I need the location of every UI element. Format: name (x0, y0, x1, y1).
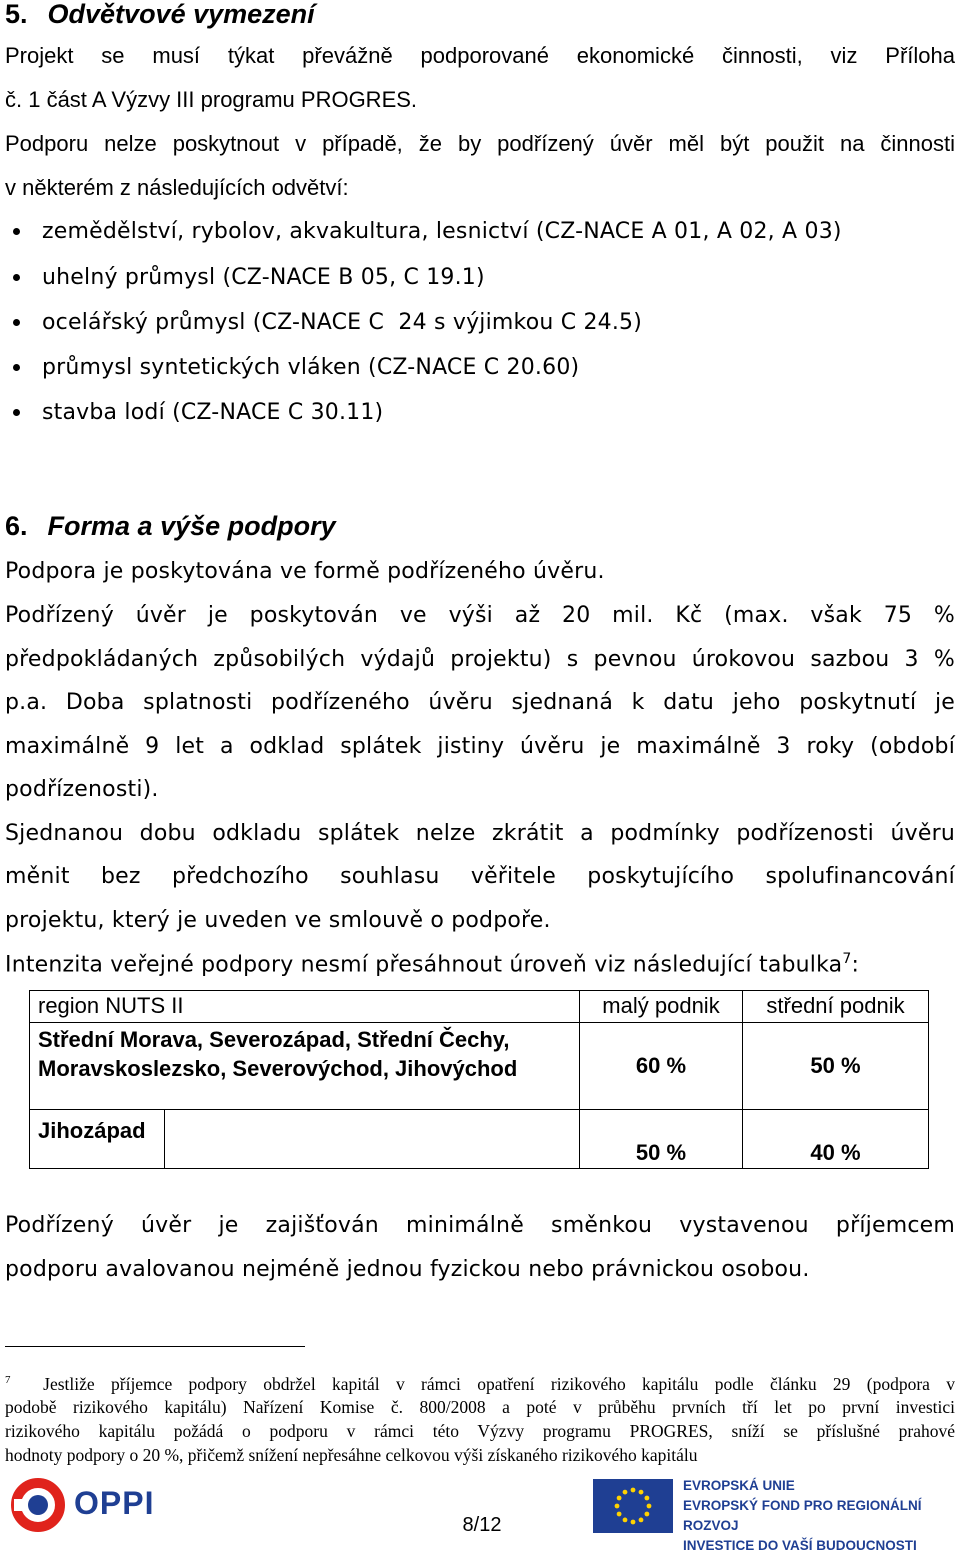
section-6-para2-line5: podřízenosti). (5, 777, 159, 802)
footnote-line: podobě rizikového kapitálu) Nařízení Komise č. 800/2008 a poté v průběhu prvních tří let po první investici (5, 1397, 955, 1418)
section-6-para1: Podpora je poskytována ve formě podřízeného úvěru. (5, 559, 605, 584)
section-6-para2-line2: předpokládaných způsobilých výdajů projektu) s pevnou úrokovou sazbou 3 % (5, 647, 955, 672)
section-6-para2-line1: Podřízený úvěr je poskytován ve výši až 20 mil. Kč (max. však 75 % (5, 603, 955, 628)
section-6-number: 6. (5, 511, 28, 541)
list-item: průmysl syntetických vláken (CZ-NACE C 20.60) (42, 355, 579, 380)
section-5-heading (5, 0, 315, 30)
table-header-row (30, 991, 929, 1023)
section-6-para2-line4: maximálně 9 let a odklad splátek jistiny úvěru je maximálně 3 roky (období (5, 734, 955, 759)
section-6-heading (5, 511, 336, 542)
section-6-title: Forma a výše podpory (47, 511, 336, 541)
bullet-icon (13, 274, 20, 281)
eu-flag (593, 1479, 673, 1533)
list-item: ocelářský průmysl (CZ-NACE C 24 s výjimkou C 24.5) (42, 310, 642, 335)
footnote-line: $^7$ Jestliže příjemce podpory obdržel kapitál v rámci opatření rizikového kapitálu podle článku 29 (podpora v (5, 1373, 956, 1394)
section-6-para3-line2: měnit bez předchozího souhlasu věřitele poskytujícího spolufinancování (5, 864, 955, 889)
page-number: 8/12 (462, 1514, 502, 1536)
section-6-para5-line2: podporu avalovanou nejméně jednou fyzickou nebo právnickou osobou. (5, 1257, 810, 1282)
section-5-title: Odvětvové vymezení (47, 0, 315, 29)
table-cell-region: Střední Morava, Severozápad, Střední Čechy, Moravskoslezsko, Severovýchod, Jihovýchod (30, 1023, 580, 1110)
section-5-para2-line2: v některém z následujících odvětví: (5, 175, 349, 200)
section-5-number: 5. (5, 0, 28, 29)
oppi-emblem-icon (8, 1475, 68, 1535)
footnote-reference: 7 (842, 951, 852, 967)
table-row (30, 1110, 929, 1169)
section-6-para3-line1: Sjednanou dobu odkladu splátek nelze zkrátit a podmínky podřízenosti úvěru (5, 821, 955, 846)
bullet-icon (13, 319, 20, 326)
list-item: zemědělství, rybolov, akvakultura, lesnictví (CZ-NACE A 01, A 02, A 03) (42, 219, 842, 244)
table-cell-medium: 50 % (743, 1023, 929, 1110)
oppi-logo-text: OPPI (74, 1485, 155, 1521)
table-cell-region-cell (30, 1110, 580, 1169)
section-5-para1-line2: č. 1 část A Výzvy III programu PROGRES. (5, 87, 418, 112)
section-6-para2-line3: p.a. Doba splatnosti podřízeného úvěru sjednaná k datu jeho poskytnutí je (5, 690, 955, 715)
section-5-para2-line1: Podporu nelze poskytnout v případě, že by podřízený úvěr měl být použit na činnosti (5, 131, 955, 156)
table-header-small: malý podnik (580, 991, 743, 1023)
footnote-separator (5, 1346, 305, 1347)
section-6-para5-line1: Podřízený úvěr je zajišťován minimálně směnkou vystavenou příjemcem (5, 1213, 955, 1238)
footnote-mark: 7 (5, 1374, 11, 1386)
section-5-para1-line1: Projekt se musí týkat převážně podporované ekonomické činnosti, viz Příloha (5, 43, 955, 68)
bullet-icon (13, 409, 20, 416)
section-6-para3-line3: projektu, který je uveden ve smlouvě o podpoře. (5, 908, 551, 933)
table-header-medium: střední podnik (743, 991, 929, 1023)
footnote-line: rizikového kapitálu požádá o podporu v rámci této Výzvy programu PROGRES, sníží se příslušné prahové (5, 1421, 955, 1442)
footnote-line: hodnoty podpory o 20 %, přičemž snížení nepřesáhne celkovou výši získaného rizikového kapitálu (5, 1444, 698, 1465)
aid-intensity-table (29, 990, 929, 1169)
bullet-icon (13, 228, 20, 235)
table-cell-small: 60 % (580, 1023, 743, 1110)
eu-line: EVROPSKÁ UNIE (683, 1478, 795, 1493)
table-cell-medium: 40 % (743, 1110, 929, 1169)
table-cell-small: 50 % (580, 1110, 743, 1169)
bullet-icon (13, 364, 20, 371)
footnote (5, 1369, 955, 1467)
eu-stars-icon (593, 1479, 673, 1533)
list-item: stavba lodí (CZ-NACE C 30.11) (42, 400, 383, 425)
table-row (30, 1023, 929, 1110)
section-6-para4: Intenzita veřejné podpory nesmí přesáhnout úroveň viz následující tabulka$^7$: (5, 951, 860, 978)
oppi-logo (8, 1473, 178, 1535)
table-cell-region: Jihozápad (30, 1110, 165, 1168)
eu-line: EVROPSKÝ FOND PRO REGIONÁLNÍ ROZVOJ (683, 1498, 922, 1533)
table-header-region: region NUTS II (30, 991, 580, 1023)
list-item: uhelný průmysl (CZ-NACE B 05, C 19.1) (42, 265, 485, 290)
eu-line: INVESTICE DO VAŠÍ BUDOUCNOSTI (683, 1538, 917, 1553)
eu-fund-text (683, 1476, 960, 1556)
